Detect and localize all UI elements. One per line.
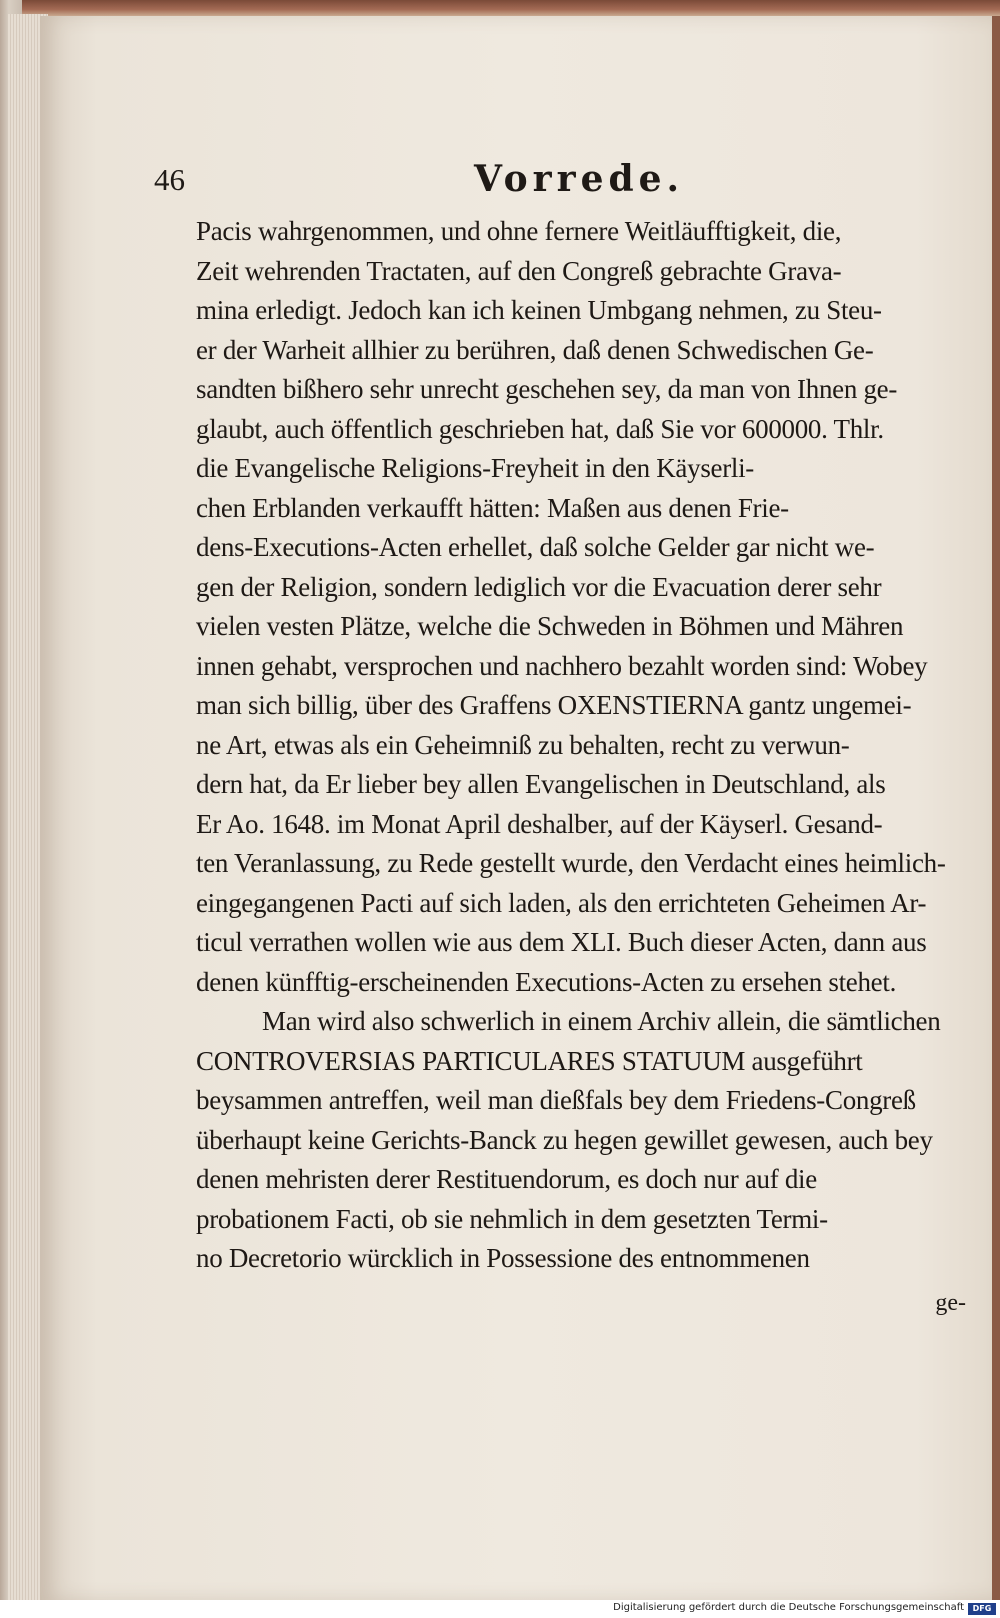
text-line: vielen vesten Plätze, welche die Schweden in Böhmen und Mähren xyxy=(196,611,904,641)
catchword: ge- xyxy=(935,1290,966,1316)
catchword-row xyxy=(196,1290,966,1330)
dfg-logo-icon: DFG xyxy=(968,1603,996,1615)
text-line: er der Warheit allhier zu berühren, daß denen Schwedischen Ge- xyxy=(196,334,874,365)
text-line: überhaupt keine Gerichts-Banck zu hegen gewillet gewesen, auch bey xyxy=(196,1124,933,1155)
text-line: ne Art, etwas als ein Geheimniß zu behalten, recht zu verwun- xyxy=(196,729,850,760)
text-line: beysammen antreffen, weil man dießfals bey dem Friedens-Congreß xyxy=(196,1085,916,1115)
text-line: mina erledigt. Jedoch kan ich keinen Umbgang nehmen, zu Steu- xyxy=(196,295,882,325)
text-line: CONTROVERSIAS PARTICULARES STATUUM ausgeführt xyxy=(196,1045,863,1076)
text-line: dens-Executions-Acten erhellet, daß solche Gelder gar nicht we- xyxy=(196,532,875,562)
text-line: no Decretorio würcklich in Possessione des entnommenen xyxy=(196,1243,810,1273)
page-header xyxy=(154,158,934,208)
text-line: probationem Facti, ob sie nehmlich in dem gesetzten Termi- xyxy=(196,1203,828,1234)
text-line: man sich billig, über des Graffens OXENSTIERNA gantz ungemei- xyxy=(196,690,912,720)
text-line: Pacis wahrgenommen, und ohne fernere Weitläufftigkeit, die, xyxy=(196,216,842,246)
funding-credit: Digitalisierung gefördert durch die Deutsche Forschungsgemeinschaft xyxy=(613,1602,964,1613)
text-line: die Evangelische Religions-Freyheit in den Käyserli- xyxy=(196,453,754,483)
text-line: eingegangenen Pacti auf sich laden, als den errichteten Geheimen Ar- xyxy=(196,887,927,918)
text-line: innen gehabt, versprochen und nachhero bezahlt worden sind: Wobey xyxy=(196,650,928,681)
footer xyxy=(0,1600,1000,1618)
text-line: glaubt, auch öffentlich geschrieben hat, daß Sie vor 600000. Thlr. xyxy=(196,413,884,444)
running-title: Vorrede. xyxy=(474,158,685,200)
page-number: 46 xyxy=(154,162,185,197)
text-line: denen mehristen derer Restituendorum, es doch nur auf die xyxy=(196,1164,817,1194)
text-line: chen Erblanden verkaufft hätten: Maßen aus denen Frie- xyxy=(196,492,789,523)
text-line: gen der Religion, sondern lediglich vor die Evacuation derer sehr xyxy=(196,571,882,602)
text-line: Man wird also schwerlich in einem Archiv allein, die sämtlichen xyxy=(262,1006,941,1036)
text-line: ticul verrathen wollen wie aus dem XLI. Buch dieser Acten, dann aus xyxy=(196,927,927,957)
body-text xyxy=(196,212,966,1279)
text-line: Er Ao. 1648. im Monat April deshalber, auf der Käyserl. Gesand- xyxy=(196,808,883,839)
text-line: dern hat, da Er lieber bey allen Evangelischen in Deutschland, als xyxy=(196,769,886,799)
text-line: Zeit wehrenden Tractaten, auf den Congreß gebrachte Grava- xyxy=(196,255,842,286)
text-line: ten Veranlassung, zu Rede gestellt wurde, den Verdacht eines heimlich- xyxy=(196,848,946,878)
text-line: denen künfftig-erscheinenden Executions-Acten zu ersehen stehet. xyxy=(196,966,897,997)
text-line: sandten bißhero sehr unrecht geschehen sey, da man von Ihnen ge- xyxy=(196,374,898,404)
book-cover-edge xyxy=(0,0,1000,16)
